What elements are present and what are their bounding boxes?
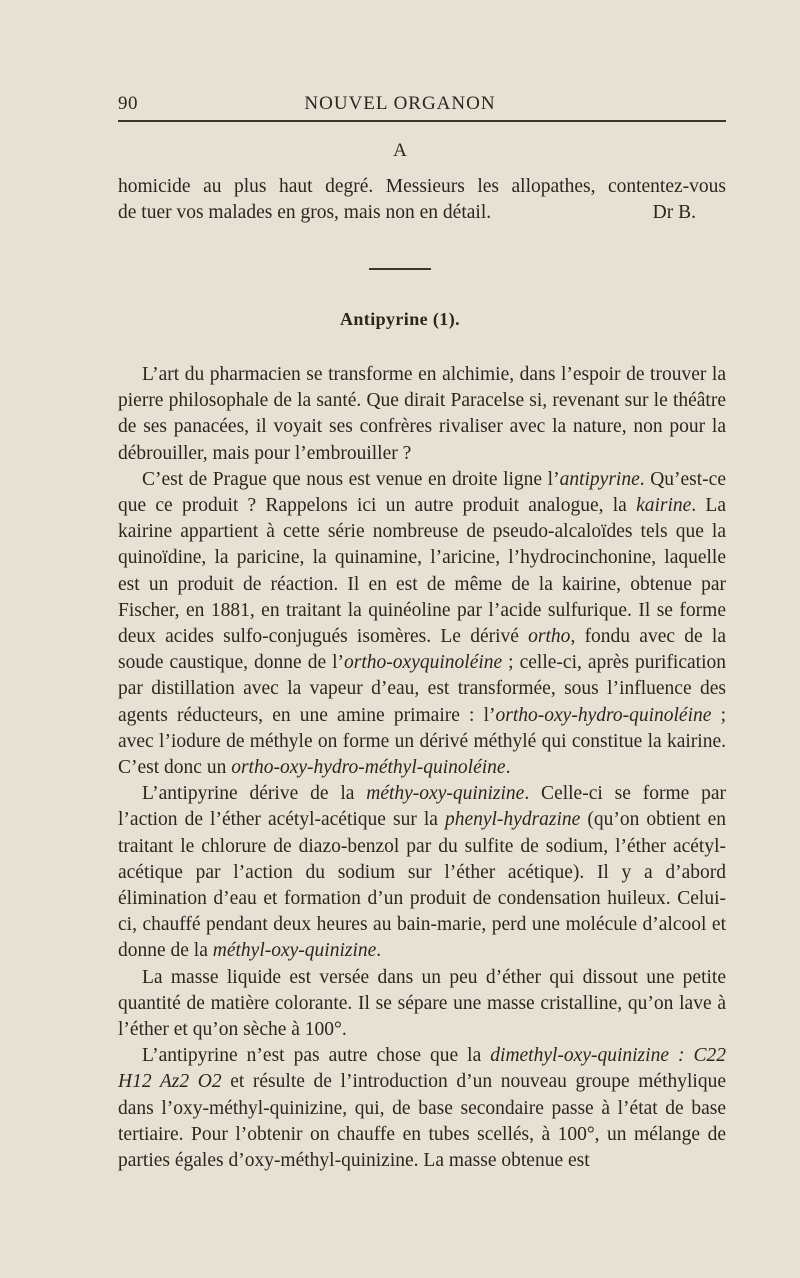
section-separator	[0, 257, 800, 275]
term-methy-oxy-quinizine: méthy-oxy-quinizine	[366, 783, 525, 805]
term-antipyrine: antipyrine	[559, 468, 640, 490]
term-ortho-oxy-hydro-quinoleine: ortho-oxy-hydro-quinoléine	[495, 704, 712, 726]
intro-line-2	[118, 200, 726, 226]
author-signoff: Dr B.	[652, 202, 696, 224]
body-text	[118, 362, 726, 1174]
section-title: Antipyrine (1).	[340, 309, 460, 329]
p2-text-e: ; celle-ci, après purification par distillation avec la vapeur d’eau, est transformée, sous l’influence des agents réducteurs, en une amine primaire : l’	[118, 652, 726, 726]
intro-line-1: homicide au plus haut degré. Messieurs les allopathes, contentez-vous	[118, 176, 726, 197]
signature-mark: A	[393, 140, 407, 161]
term-phenyl-hydrazine: phenyl-hydrazine	[444, 809, 581, 831]
paragraph-4: La masse liquide est versée dans un peu d’éther qui dissout une petite quantité de matière colorante. Il se sépare une masse cristalline, qu’on lave à l’éther et qu’on sèche à 100°.	[118, 966, 726, 1041]
page-number: 90	[118, 93, 138, 114]
p2-text-b: . Qu’est-ce que ce produit ? Rappelons ici un autre produit analogue, la	[118, 468, 726, 517]
term-kairine: kairine	[636, 495, 692, 517]
term-dimethyl-oxy-quinizine: dimethyl-oxy-quinizine : C22 H12 Az2 O2	[118, 1045, 726, 1093]
p2-text-c: . La kairine appartient à cette série nombreuse de pseudo-alcaloïdes tels que la quinoïdine, la paricine, la quinamine, l’aricine, l’hydrocinchonine, laquelle est un produit de réaction. Il en est de même de la kairine, obtenue par Fischer, en 1881, en traitant la quinéoline par l’acide sulfurique. Il se forme deux acides sulfo-conjugués isomères. Le dérivé	[118, 495, 726, 648]
paragraph-1: L’art du pharmacien se transforme en alchimie, dans l’espoir de trouver la pierre philosophale de la santé. Que dirait Paracelse si, revenant sur le théâtre de ses panacées, il voyait ses confrères rivaliser avec la nature, non pour la débrouiller, mais pour l’embrouiller ?	[118, 364, 726, 464]
p3-text-c: (qu’on obtient en traitant le chlorure de diazo-benzol par du sulfite de sodium, l’éther acétyl-acétique par l’action du sodium sur l’éther acétique). Il y a d’abord élimination d’eau et formation d’un produit de condensation huileux. Celui-ci, chauffé pendant deux heures au bain-marie, perd une molécule d’alcool et donne de la	[118, 809, 726, 962]
term-ortho: ortho	[528, 626, 571, 648]
p2-text-f: ; avec l’iodure de méthyle on forme un dérivé méthylé qui constitue la kairine. C’est donc un	[118, 704, 726, 779]
paragraph-3	[118, 781, 726, 964]
intro-line-2-text: de tuer vos malades en gros, mais non en détail.	[118, 202, 492, 224]
p3-text-d: .	[376, 940, 382, 962]
p2-text-d: , fondu avec de la soude caustique, donne de l’	[118, 626, 726, 674]
term-methyl-oxy-quinizine: méthyl-oxy-quinizine	[212, 940, 377, 962]
header-rule	[118, 120, 726, 122]
term-ortho-oxy-hydro-methyl-quinoleine: ortho-oxy-hydro-méthyl-quinoléine	[231, 757, 506, 779]
p5-text-b: et résulte de l’introduction d’un nouveau groupe méthylique dans l’oxy-méthyl-quinizine, qui, de base secondaire passe à l’état de base tertiaire. Pour l’obtenir on chauffe en tubes scellés, à 100°, un mélange de parties égales d’oxy-méthyl-quinizine. La masse obtenue est	[118, 1071, 726, 1172]
running-header-title: NOUVEL ORGANON	[304, 93, 496, 114]
paragraph-5	[118, 1043, 726, 1174]
intro-paragraph	[118, 174, 726, 226]
p5-text-a: L’antipyrine n’est pas autre chose que la	[142, 1045, 491, 1067]
paragraph-2	[118, 467, 726, 781]
p2-text-g: .	[505, 757, 511, 779]
term-ortho-oxyquinoleine: ortho-oxyquinoléine	[344, 652, 503, 674]
p3-text-a: L’antipyrine dérive de la	[142, 783, 367, 805]
p3-text-b: . Celle-ci se forme par l’action de l’éther acétyl-acétique sur la	[118, 783, 726, 831]
p2-text-a: C’est de Prague que nous est venue en droite ligne l’	[142, 468, 560, 490]
